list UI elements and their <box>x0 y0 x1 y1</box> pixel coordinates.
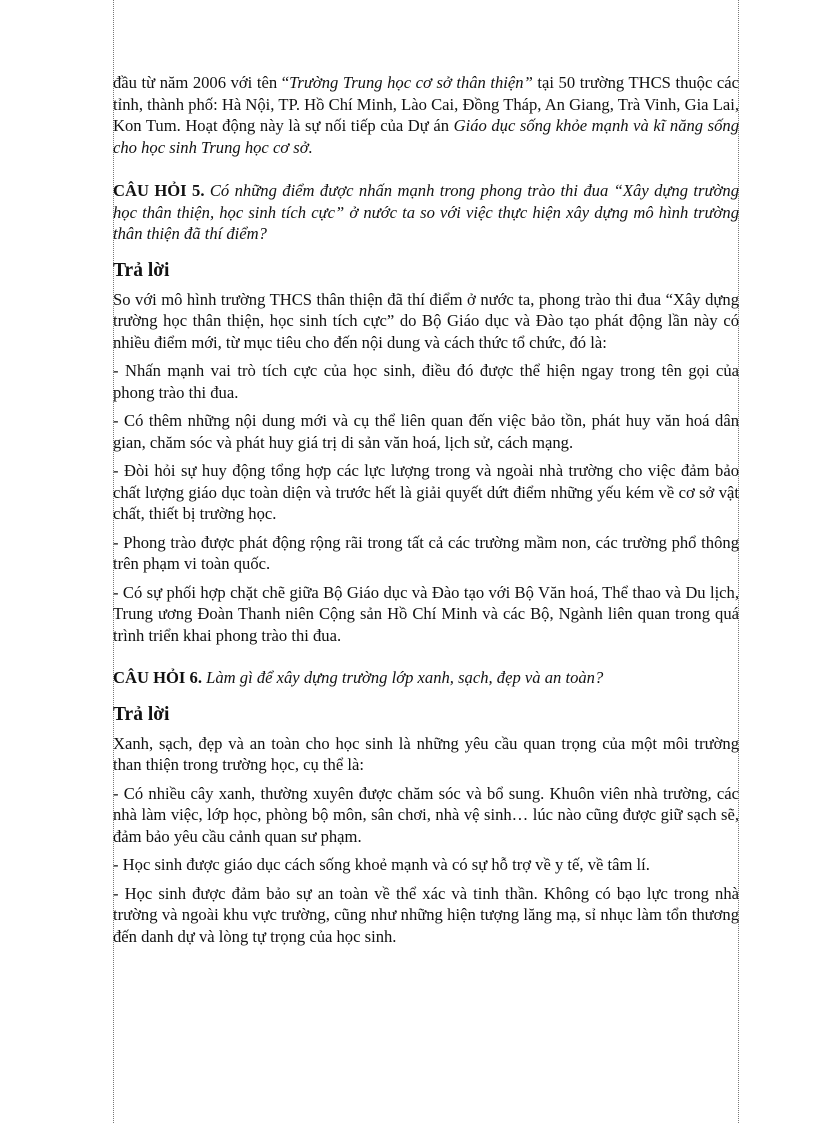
intro-italic-2: Giáo dục sống khỏe mạnh và kĩ năng sống cho học sinh Trung học cơ sở. <box>113 116 740 157</box>
intro-text-2: tại 50 trường THCS thuộc các tỉnh, thành phố: Hà Nội, TP. Hồ Chí Minh, Lào Cai, Đồng Tháp, An Giang, Trà Vinh, Gia Lai, Kon Tum. Hoạt động này là sự nối tiếp của Dự án <box>113 73 740 135</box>
answer-5-heading: Trả lời <box>113 259 170 281</box>
answer-5-paragraph: - Phong trào được phát động rộng rãi trong tất cả các trường mầm non, các trường phổ thông trên phạm vi toàn quốc. <box>113 532 739 573</box>
answer-6-paragraph: - Học sinh được giáo dục cách sống khoẻ mạnh và có sự hỗ trợ về y tế, về tâm lí. <box>113 855 650 874</box>
intro-text-1: đầu từ năm 2006 với tên “ <box>113 73 290 92</box>
answer-5-paragraph: - Đòi hỏi sự huy động tổng hợp các lực lượng trong và ngoài nhà trường cho việc đảm bảo chất lượng giáo dục toàn diện và trước hết là giải quyết dứt điểm những yếu kém về cơ sở vật chất, thiết bị trường học. <box>113 461 739 523</box>
answer-6-paragraph: Xanh, sạch, đẹp và an toàn cho học sinh là những yêu cầu quan trọng của một môi trường than thiện trong trường học, cụ thể là: <box>113 733 739 774</box>
answer-6-heading: Trả lời <box>113 703 170 725</box>
answer-5-paragraph: - Nhấn mạnh vai trò tích cực của học sinh, điều đó được thể hiện ngay trong tên gọi của phong trào thi đua. <box>113 361 739 402</box>
question-6-label: CÂU HỎI 6. <box>113 668 202 687</box>
answer-6-paragraph: - Có nhiều cây xanh, thường xuyên được chăm sóc và bổ sung. Khuôn viên nhà trường, các nhà làm việc, lớp học, phòng bộ môn, sân chơi, nhà vệ sinh… lúc nào cũng được giữ sạch sẽ, đảm bảo yêu cầu cảnh quan sư phạm. <box>113 783 739 846</box>
question-6 <box>113 667 739 689</box>
answer-5-paragraph: So với mô hình trường THCS thân thiện đã thí điểm ở nước ta, phong trào thi đua “Xây dựng trường học thân thiện, học sinh tích cực” do Bộ Giáo dục và Đào tạo phát động lần này có nhiều điểm mới, từ mục tiêu cho đến nội dung và cách thức tổ chức, đó là: <box>113 289 739 352</box>
question-5-text: Có những điểm được nhấn mạnh trong phong trào thi đua “Xây dựng trường học thân thiện, học sinh tích cực” ở nước ta so với việc thực hiện xây dựng mô hình trường thân thiện đã thí điểm? <box>113 181 739 243</box>
answer-5-paragraph: - Có thêm những nội dung mới và cụ thể liên quan đến việc bảo tồn, phát huy văn hoá dân gian, chăm sóc và phát huy giá trị di sản văn hoá, lịch sử, cách mạng. <box>113 411 739 452</box>
answer-5-paragraph: - Có sự phối hợp chặt chẽ giữa Bộ Giáo dục và Đào tạo với Bộ Văn hoá, Thể thao và Du lịch, Trung ương Đoàn Thanh niên Cộng sản Hồ Chí Minh và các Bộ, Ngành liên quan trong quá trình triển khai phong trào thi đua. <box>113 582 739 645</box>
spacer <box>113 653 739 667</box>
intro-italic-1: Trường Trung học cơ sở thân thiện” <box>289 73 533 92</box>
spacer <box>113 158 739 180</box>
answer-6-paragraph: - Học sinh được đảm bảo sự an toàn về thể xác và tinh thần. Không có bạo lực trong nhà trường và ngoài khu vực trường, cũng như những hiện tượng lăng mạ, sỉ nhục làm tổn thương đến danh dự và lòng tự trọng của học sinh. <box>113 883 739 946</box>
intro-paragraph <box>113 72 739 158</box>
question-5 <box>113 180 739 245</box>
document-page <box>113 72 739 954</box>
question-5-label: CÂU HỎI 5. <box>113 181 205 200</box>
question-6-text: Làm gì để xây dựng trường lớp xanh, sạch, đẹp và an toàn? <box>201 668 604 687</box>
